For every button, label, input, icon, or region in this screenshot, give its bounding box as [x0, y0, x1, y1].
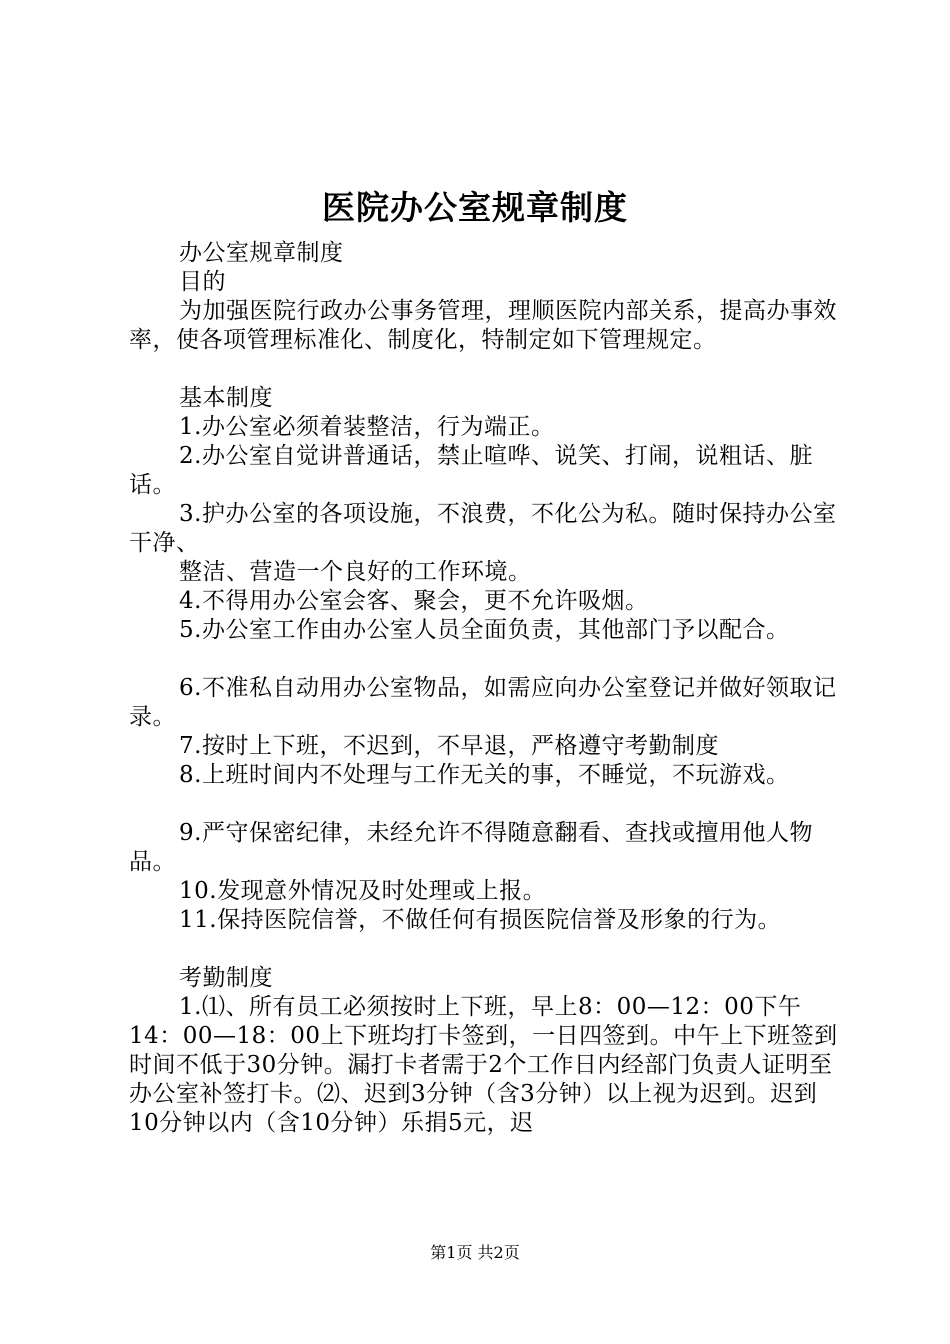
rule-item: 7.按时上下班，不迟到，不早退，严格遵守考勤制度: [179, 733, 719, 759]
rule-item: 5.办公室工作由办公室人员全面负责，其他部门予以配合。: [179, 617, 790, 643]
rule-item: 9.严守保密纪律，未经允许不得随意翻看、查找或擅用他人物品。: [129, 820, 813, 875]
rule-item: 4.不得用办公室会客、聚会，更不允许吸烟。: [179, 588, 649, 614]
section-heading-attendance: 考勤制度: [179, 965, 273, 991]
rule-item-continuation: 整洁、营造一个良好的工作环境。: [179, 559, 532, 585]
rule-item: 2.办公室自觉讲普通话，禁止喧哗、说笑、打闹，说粗话、脏话。: [129, 443, 813, 498]
rule-item: 1.办公室必须着装整洁，行为端正。: [179, 414, 555, 440]
document-body: [129, 239, 839, 1138]
paragraph-subtitle: 办公室规章制度: [179, 240, 344, 266]
rule-item: 3.护办公室的各项设施，不浪费，不化公为私。随时保持办公室干净、: [129, 501, 837, 556]
paragraph-purpose-text: 为加强医院行政办公事务管理，理顺医院内部关系，提高办事效率，使各项管理标准化、制度化，特制定如下管理规定。: [129, 298, 837, 353]
rule-item: 10.发现意外情况及时处理或上报。: [179, 878, 547, 904]
paragraph-purpose-heading: 目的: [179, 269, 226, 295]
page-footer: 第1页 共2页: [430, 1243, 520, 1262]
rule-item: 6.不准私自动用办公室物品，如需应向办公室登记并做好领取记录。: [129, 675, 837, 730]
rule-item: 8.上班时间内不处理与工作无关的事，不睡觉，不玩游戏。: [179, 762, 790, 788]
rule-item: 11.保持医院信誉，不做任何有损医院信誉及形象的行为。: [179, 907, 782, 933]
document-title: 医院办公室规章制度: [322, 188, 628, 227]
attendance-rule-item: 1.⑴、所有员工必须按时上下班，早上8：00—12：00下午14：00—18：00上下班均打卡签到，一日四签到。中午上下班签到时间不低于30分钟。漏打卡者需于2个工作日内经部门负责人证明至办公室补签打卡。⑵、迟到3分钟（含3分钟）以上视为迟到。迟到10分钟以内（含10分钟）乐捐5元，迟: [129, 994, 838, 1136]
section-heading-basic: 基本制度: [179, 385, 273, 411]
